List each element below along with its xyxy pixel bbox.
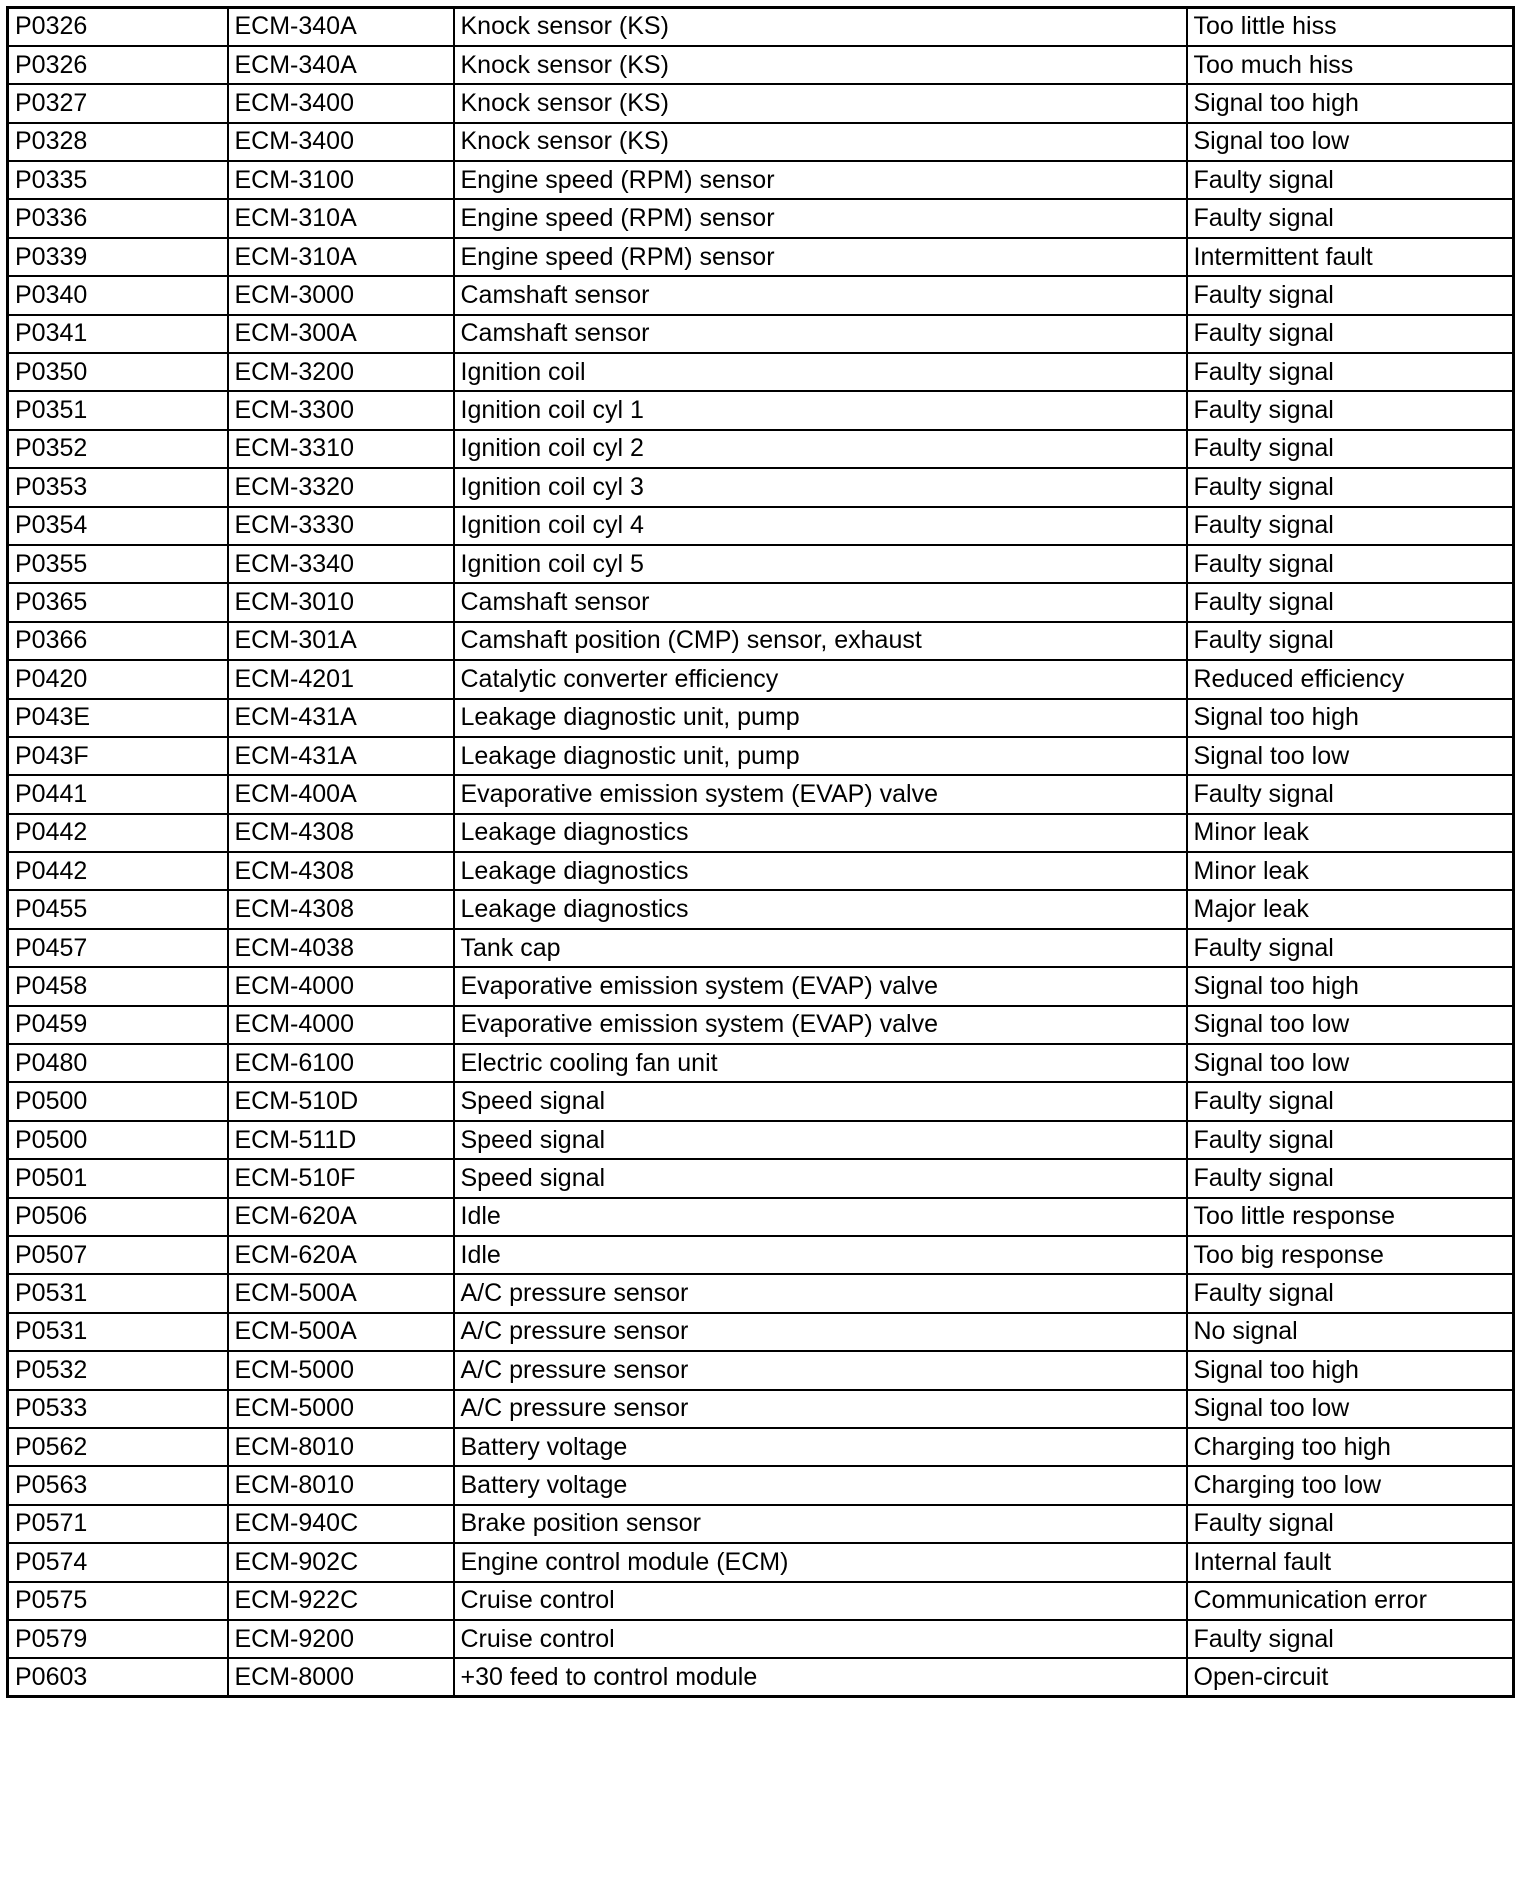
table-row bbox=[8, 391, 1514, 429]
component-cell: A/C pressure sensor bbox=[454, 1351, 1187, 1389]
ecm-code-cell: ECM-3340 bbox=[228, 545, 454, 583]
dtc-code-cell: P0353 bbox=[8, 468, 228, 506]
ecm-code-cell: ECM-4000 bbox=[228, 1006, 454, 1044]
dtc-table-wrapper bbox=[6, 6, 1515, 1698]
fault-cell: Too much hiss bbox=[1187, 46, 1514, 84]
component-cell: Catalytic converter efficiency bbox=[454, 660, 1187, 698]
table-row bbox=[8, 507, 1514, 545]
table-row bbox=[8, 1428, 1514, 1466]
ecm-code-cell: ECM-500A bbox=[228, 1274, 454, 1312]
fault-cell: Signal too low bbox=[1187, 1044, 1514, 1082]
ecm-code-cell: ECM-3000 bbox=[228, 276, 454, 314]
dtc-code-cell: P0574 bbox=[8, 1543, 228, 1581]
fault-cell: Minor leak bbox=[1187, 852, 1514, 890]
ecm-code-cell: ECM-902C bbox=[228, 1543, 454, 1581]
dtc-code-cell: P043F bbox=[8, 737, 228, 775]
fault-cell: Open-circuit bbox=[1187, 1658, 1514, 1696]
ecm-code-cell: ECM-8000 bbox=[228, 1658, 454, 1696]
dtc-code-cell: P0603 bbox=[8, 1658, 228, 1696]
ecm-code-cell: ECM-510F bbox=[228, 1159, 454, 1197]
table-row bbox=[8, 238, 1514, 276]
ecm-code-cell: ECM-3300 bbox=[228, 391, 454, 429]
ecm-code-cell: ECM-620A bbox=[228, 1198, 454, 1236]
fault-cell: Charging too low bbox=[1187, 1466, 1514, 1504]
fault-cell: Signal too low bbox=[1187, 737, 1514, 775]
dtc-code-cell: P0579 bbox=[8, 1620, 228, 1658]
fault-cell: Signal too high bbox=[1187, 84, 1514, 122]
dtc-code-cell: P043E bbox=[8, 699, 228, 737]
component-cell: Ignition coil cyl 3 bbox=[454, 468, 1187, 506]
dtc-code-cell: P0336 bbox=[8, 199, 228, 237]
table-row bbox=[8, 1121, 1514, 1159]
table-row bbox=[8, 890, 1514, 928]
table-row bbox=[8, 199, 1514, 237]
fault-cell: Faulty signal bbox=[1187, 622, 1514, 660]
fault-cell: Faulty signal bbox=[1187, 545, 1514, 583]
ecm-code-cell: ECM-3320 bbox=[228, 468, 454, 506]
table-row bbox=[8, 1198, 1514, 1236]
ecm-code-cell: ECM-300A bbox=[228, 315, 454, 353]
table-row bbox=[8, 660, 1514, 698]
ecm-code-cell: ECM-4000 bbox=[228, 967, 454, 1005]
component-cell: Knock sensor (KS) bbox=[454, 123, 1187, 161]
dtc-code-cell: P0562 bbox=[8, 1428, 228, 1466]
dtc-code-cell: P0352 bbox=[8, 430, 228, 468]
component-cell: Idle bbox=[454, 1236, 1187, 1274]
dtc-code-cell: P0458 bbox=[8, 967, 228, 1005]
ecm-code-cell: ECM-4308 bbox=[228, 852, 454, 890]
fault-cell: Faulty signal bbox=[1187, 391, 1514, 429]
dtc-code-cell: P0500 bbox=[8, 1121, 228, 1159]
table-row bbox=[8, 1159, 1514, 1197]
component-cell: Cruise control bbox=[454, 1582, 1187, 1620]
ecm-code-cell: ECM-6100 bbox=[228, 1044, 454, 1082]
table-row bbox=[8, 852, 1514, 890]
table-row bbox=[8, 1658, 1514, 1696]
dtc-code-cell: P0441 bbox=[8, 775, 228, 813]
fault-cell: Faulty signal bbox=[1187, 929, 1514, 967]
component-cell: A/C pressure sensor bbox=[454, 1274, 1187, 1312]
ecm-code-cell: ECM-340A bbox=[228, 46, 454, 84]
table-row bbox=[8, 1351, 1514, 1389]
ecm-code-cell: ECM-3330 bbox=[228, 507, 454, 545]
fault-cell: Charging too high bbox=[1187, 1428, 1514, 1466]
dtc-code-cell: P0575 bbox=[8, 1582, 228, 1620]
fault-cell: Signal too low bbox=[1187, 1006, 1514, 1044]
component-cell: Idle bbox=[454, 1198, 1187, 1236]
component-cell: Speed signal bbox=[454, 1159, 1187, 1197]
dtc-code-cell: P0533 bbox=[8, 1390, 228, 1428]
table-row bbox=[8, 161, 1514, 199]
table-row bbox=[8, 353, 1514, 391]
component-cell: Camshaft sensor bbox=[454, 315, 1187, 353]
dtc-code-cell: P0420 bbox=[8, 660, 228, 698]
ecm-code-cell: ECM-620A bbox=[228, 1236, 454, 1274]
dtc-code-cell: P0326 bbox=[8, 8, 228, 46]
ecm-code-cell: ECM-310A bbox=[228, 199, 454, 237]
component-cell: Cruise control bbox=[454, 1620, 1187, 1658]
table-row bbox=[8, 430, 1514, 468]
component-cell: Knock sensor (KS) bbox=[454, 46, 1187, 84]
component-cell: Leakage diagnostic unit, pump bbox=[454, 737, 1187, 775]
fault-cell: Faulty signal bbox=[1187, 353, 1514, 391]
table-row bbox=[8, 1466, 1514, 1504]
fault-cell: Faulty signal bbox=[1187, 1121, 1514, 1159]
fault-cell: Signal too high bbox=[1187, 699, 1514, 737]
component-cell: Leakage diagnostics bbox=[454, 890, 1187, 928]
ecm-code-cell: ECM-8010 bbox=[228, 1428, 454, 1466]
component-cell: Engine speed (RPM) sensor bbox=[454, 238, 1187, 276]
table-row bbox=[8, 1390, 1514, 1428]
table-row bbox=[8, 1313, 1514, 1351]
ecm-code-cell: ECM-400A bbox=[228, 775, 454, 813]
ecm-code-cell: ECM-3100 bbox=[228, 161, 454, 199]
component-cell: Evaporative emission system (EVAP) valve bbox=[454, 967, 1187, 1005]
table-row bbox=[8, 1082, 1514, 1120]
ecm-code-cell: ECM-922C bbox=[228, 1582, 454, 1620]
component-cell: Engine speed (RPM) sensor bbox=[454, 199, 1187, 237]
ecm-code-cell: ECM-3010 bbox=[228, 583, 454, 621]
fault-cell: Signal too high bbox=[1187, 1351, 1514, 1389]
table-row bbox=[8, 276, 1514, 314]
dtc-code-cell: P0335 bbox=[8, 161, 228, 199]
component-cell: Leakage diagnostics bbox=[454, 814, 1187, 852]
dtc-code-cell: P0442 bbox=[8, 852, 228, 890]
dtc-code-cell: P0531 bbox=[8, 1274, 228, 1312]
table-row bbox=[8, 583, 1514, 621]
dtc-code-cell: P0340 bbox=[8, 276, 228, 314]
ecm-code-cell: ECM-3400 bbox=[228, 123, 454, 161]
ecm-code-cell: ECM-431A bbox=[228, 737, 454, 775]
fault-cell: Too big response bbox=[1187, 1236, 1514, 1274]
dtc-table bbox=[6, 6, 1515, 1698]
table-row bbox=[8, 1236, 1514, 1274]
ecm-code-cell: ECM-4038 bbox=[228, 929, 454, 967]
dtc-code-cell: P0507 bbox=[8, 1236, 228, 1274]
table-row bbox=[8, 46, 1514, 84]
component-cell: Engine speed (RPM) sensor bbox=[454, 161, 1187, 199]
component-cell: Engine control module (ECM) bbox=[454, 1543, 1187, 1581]
fault-cell: Faulty signal bbox=[1187, 1620, 1514, 1658]
dtc-code-cell: P0532 bbox=[8, 1351, 228, 1389]
dtc-code-cell: P0341 bbox=[8, 315, 228, 353]
fault-cell: Faulty signal bbox=[1187, 276, 1514, 314]
table-row bbox=[8, 468, 1514, 506]
dtc-code-cell: P0506 bbox=[8, 1198, 228, 1236]
dtc-code-cell: P0571 bbox=[8, 1505, 228, 1543]
component-cell: Speed signal bbox=[454, 1082, 1187, 1120]
dtc-code-cell: P0459 bbox=[8, 1006, 228, 1044]
dtc-code-cell: P0365 bbox=[8, 583, 228, 621]
ecm-code-cell: ECM-4201 bbox=[228, 660, 454, 698]
fault-cell: Internal fault bbox=[1187, 1543, 1514, 1581]
dtc-code-cell: P0457 bbox=[8, 929, 228, 967]
component-cell: +30 feed to control module bbox=[454, 1658, 1187, 1696]
ecm-code-cell: ECM-301A bbox=[228, 622, 454, 660]
ecm-code-cell: ECM-4308 bbox=[228, 814, 454, 852]
fault-cell: Too little hiss bbox=[1187, 8, 1514, 46]
component-cell: Camshaft sensor bbox=[454, 583, 1187, 621]
dtc-code-cell: P0501 bbox=[8, 1159, 228, 1197]
component-cell: Battery voltage bbox=[454, 1466, 1187, 1504]
table-row bbox=[8, 737, 1514, 775]
table-row bbox=[8, 123, 1514, 161]
fault-cell: Intermittent fault bbox=[1187, 238, 1514, 276]
component-cell: Ignition coil cyl 4 bbox=[454, 507, 1187, 545]
ecm-code-cell: ECM-4308 bbox=[228, 890, 454, 928]
component-cell: Ignition coil cyl 5 bbox=[454, 545, 1187, 583]
dtc-code-cell: P0563 bbox=[8, 1466, 228, 1504]
fault-cell: Signal too low bbox=[1187, 123, 1514, 161]
ecm-code-cell: ECM-940C bbox=[228, 1505, 454, 1543]
table-row bbox=[8, 8, 1514, 46]
table-row bbox=[8, 622, 1514, 660]
dtc-code-cell: P0366 bbox=[8, 622, 228, 660]
component-cell: Tank cap bbox=[454, 929, 1187, 967]
dtc-table-body bbox=[8, 8, 1514, 1697]
ecm-code-cell: ECM-3400 bbox=[228, 84, 454, 122]
table-row bbox=[8, 315, 1514, 353]
table-row bbox=[8, 699, 1514, 737]
fault-cell: Faulty signal bbox=[1187, 161, 1514, 199]
fault-cell: Faulty signal bbox=[1187, 583, 1514, 621]
fault-cell: Faulty signal bbox=[1187, 1274, 1514, 1312]
component-cell: Evaporative emission system (EVAP) valve bbox=[454, 775, 1187, 813]
dtc-code-cell: P0326 bbox=[8, 46, 228, 84]
component-cell: Evaporative emission system (EVAP) valve bbox=[454, 1006, 1187, 1044]
dtc-code-cell: P0327 bbox=[8, 84, 228, 122]
ecm-code-cell: ECM-340A bbox=[228, 8, 454, 46]
table-row bbox=[8, 84, 1514, 122]
dtc-code-cell: P0351 bbox=[8, 391, 228, 429]
fault-cell: Reduced efficiency bbox=[1187, 660, 1514, 698]
dtc-code-cell: P0442 bbox=[8, 814, 228, 852]
dtc-code-cell: P0500 bbox=[8, 1082, 228, 1120]
fault-cell: No signal bbox=[1187, 1313, 1514, 1351]
dtc-code-cell: P0355 bbox=[8, 545, 228, 583]
component-cell: Ignition coil bbox=[454, 353, 1187, 391]
fault-cell: Faulty signal bbox=[1187, 199, 1514, 237]
dtc-code-cell: P0354 bbox=[8, 507, 228, 545]
fault-cell: Faulty signal bbox=[1187, 468, 1514, 506]
ecm-code-cell: ECM-3200 bbox=[228, 353, 454, 391]
dtc-code-cell: P0531 bbox=[8, 1313, 228, 1351]
component-cell: Camshaft sensor bbox=[454, 276, 1187, 314]
table-row bbox=[8, 929, 1514, 967]
ecm-code-cell: ECM-9200 bbox=[228, 1620, 454, 1658]
ecm-code-cell: ECM-431A bbox=[228, 699, 454, 737]
fault-cell: Faulty signal bbox=[1187, 775, 1514, 813]
component-cell: A/C pressure sensor bbox=[454, 1390, 1187, 1428]
table-row bbox=[8, 967, 1514, 1005]
component-cell: Knock sensor (KS) bbox=[454, 84, 1187, 122]
ecm-code-cell: ECM-511D bbox=[228, 1121, 454, 1159]
fault-cell: Faulty signal bbox=[1187, 315, 1514, 353]
table-row bbox=[8, 1620, 1514, 1658]
component-cell: Brake position sensor bbox=[454, 1505, 1187, 1543]
component-cell: Knock sensor (KS) bbox=[454, 8, 1187, 46]
dtc-code-cell: P0339 bbox=[8, 238, 228, 276]
fault-cell: Communication error bbox=[1187, 1582, 1514, 1620]
fault-cell: Faulty signal bbox=[1187, 1505, 1514, 1543]
component-cell: Leakage diagnostics bbox=[454, 852, 1187, 890]
component-cell: Leakage diagnostic unit, pump bbox=[454, 699, 1187, 737]
table-row bbox=[8, 1274, 1514, 1312]
ecm-code-cell: ECM-5000 bbox=[228, 1351, 454, 1389]
table-row bbox=[8, 1044, 1514, 1082]
dtc-code-cell: P0480 bbox=[8, 1044, 228, 1082]
table-row bbox=[8, 1505, 1514, 1543]
fault-cell: Faulty signal bbox=[1187, 507, 1514, 545]
component-cell: Ignition coil cyl 1 bbox=[454, 391, 1187, 429]
table-row bbox=[8, 775, 1514, 813]
ecm-code-cell: ECM-510D bbox=[228, 1082, 454, 1120]
table-row bbox=[8, 1543, 1514, 1581]
dtc-code-cell: P0328 bbox=[8, 123, 228, 161]
table-row bbox=[8, 1006, 1514, 1044]
table-row bbox=[8, 545, 1514, 583]
dtc-code-cell: P0455 bbox=[8, 890, 228, 928]
table-row bbox=[8, 1582, 1514, 1620]
fault-cell: Signal too high bbox=[1187, 967, 1514, 1005]
ecm-code-cell: ECM-8010 bbox=[228, 1466, 454, 1504]
ecm-code-cell: ECM-5000 bbox=[228, 1390, 454, 1428]
fault-cell: Faulty signal bbox=[1187, 1082, 1514, 1120]
component-cell: A/C pressure sensor bbox=[454, 1313, 1187, 1351]
fault-cell: Major leak bbox=[1187, 890, 1514, 928]
fault-cell: Faulty signal bbox=[1187, 430, 1514, 468]
component-cell: Speed signal bbox=[454, 1121, 1187, 1159]
component-cell: Battery voltage bbox=[454, 1428, 1187, 1466]
ecm-code-cell: ECM-3310 bbox=[228, 430, 454, 468]
fault-cell: Faulty signal bbox=[1187, 1159, 1514, 1197]
fault-cell: Signal too low bbox=[1187, 1390, 1514, 1428]
table-row bbox=[8, 814, 1514, 852]
component-cell: Ignition coil cyl 2 bbox=[454, 430, 1187, 468]
component-cell: Electric cooling fan unit bbox=[454, 1044, 1187, 1082]
ecm-code-cell: ECM-500A bbox=[228, 1313, 454, 1351]
fault-cell: Too little response bbox=[1187, 1198, 1514, 1236]
fault-cell: Minor leak bbox=[1187, 814, 1514, 852]
component-cell: Camshaft position (CMP) sensor, exhaust bbox=[454, 622, 1187, 660]
ecm-code-cell: ECM-310A bbox=[228, 238, 454, 276]
dtc-code-cell: P0350 bbox=[8, 353, 228, 391]
